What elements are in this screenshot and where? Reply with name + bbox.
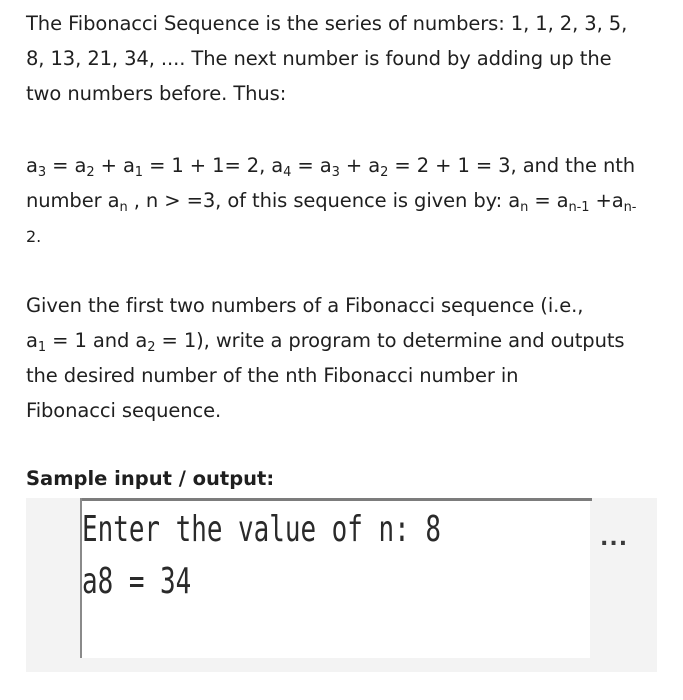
var-a: a xyxy=(271,154,284,177)
subscript: 3 xyxy=(331,165,340,180)
var-a: a xyxy=(122,154,135,177)
subscript: 2 xyxy=(380,165,389,180)
text: = xyxy=(46,154,75,177)
intro-line-1: The Fibonacci Sequence is the series of numbers: 1, 1, 2, 3, 5, xyxy=(26,12,628,35)
subscript: 1 xyxy=(134,165,143,180)
var-a: a xyxy=(368,154,381,177)
var-a: a xyxy=(74,154,87,177)
var-a: a xyxy=(508,189,521,212)
subscript: 1 xyxy=(37,340,47,355)
subscript: 3 xyxy=(37,165,47,180)
console-top-border xyxy=(80,498,592,501)
var-a: a xyxy=(26,154,38,177)
text: 2. xyxy=(26,227,42,246)
text: = 1), write a program to determine and outputs xyxy=(155,329,625,352)
text: = 2 + 1 = 3, and the nth xyxy=(388,154,636,177)
subscript: 2 xyxy=(86,165,95,180)
text: + xyxy=(94,154,123,177)
more-options-icon[interactable]: ... xyxy=(600,526,629,551)
intro-line-2: 8, 13, 21, 34, .... The next number is found by adding up the xyxy=(26,47,612,70)
task-line-4: Fibonacci sequence. xyxy=(26,399,222,422)
intro-line-3: two numbers before. Thus: xyxy=(26,82,287,105)
formula-paragraph xyxy=(26,148,666,254)
text: = 1 and xyxy=(46,329,136,352)
subscript: n xyxy=(520,200,529,215)
text: number xyxy=(26,189,108,212)
console-line-input: Enter the value of n: 8 xyxy=(82,509,441,550)
intro-paragraph xyxy=(26,6,666,111)
var-a: a xyxy=(611,189,624,212)
task-line-3: the desired number of the nth Fibonacci number in xyxy=(26,364,519,387)
subscript: n xyxy=(119,200,128,215)
text: + xyxy=(589,189,612,212)
var-a: a xyxy=(107,189,120,212)
var-a: a xyxy=(135,329,148,352)
console-line-output: a8 = 34 xyxy=(82,561,192,602)
text: , n > =3, of this sequence is given by: xyxy=(127,189,509,212)
var-a: a xyxy=(319,154,332,177)
subscript: n-1 xyxy=(568,200,590,215)
sample-heading: Sample input / output: xyxy=(26,467,275,490)
text: = xyxy=(291,154,320,177)
text: = 1 + 1= 2, xyxy=(142,154,272,177)
subscript: n- xyxy=(623,200,637,215)
var-a: a xyxy=(556,189,569,212)
task-line-1: Given the first two numbers of a Fibonacci sequence (i.e., xyxy=(26,294,584,317)
subscript: 2 xyxy=(147,340,156,355)
text: = xyxy=(528,189,557,212)
subscript: 4 xyxy=(283,165,292,180)
task-paragraph xyxy=(26,288,666,428)
text: + xyxy=(339,154,369,177)
var-a: a xyxy=(26,329,38,352)
